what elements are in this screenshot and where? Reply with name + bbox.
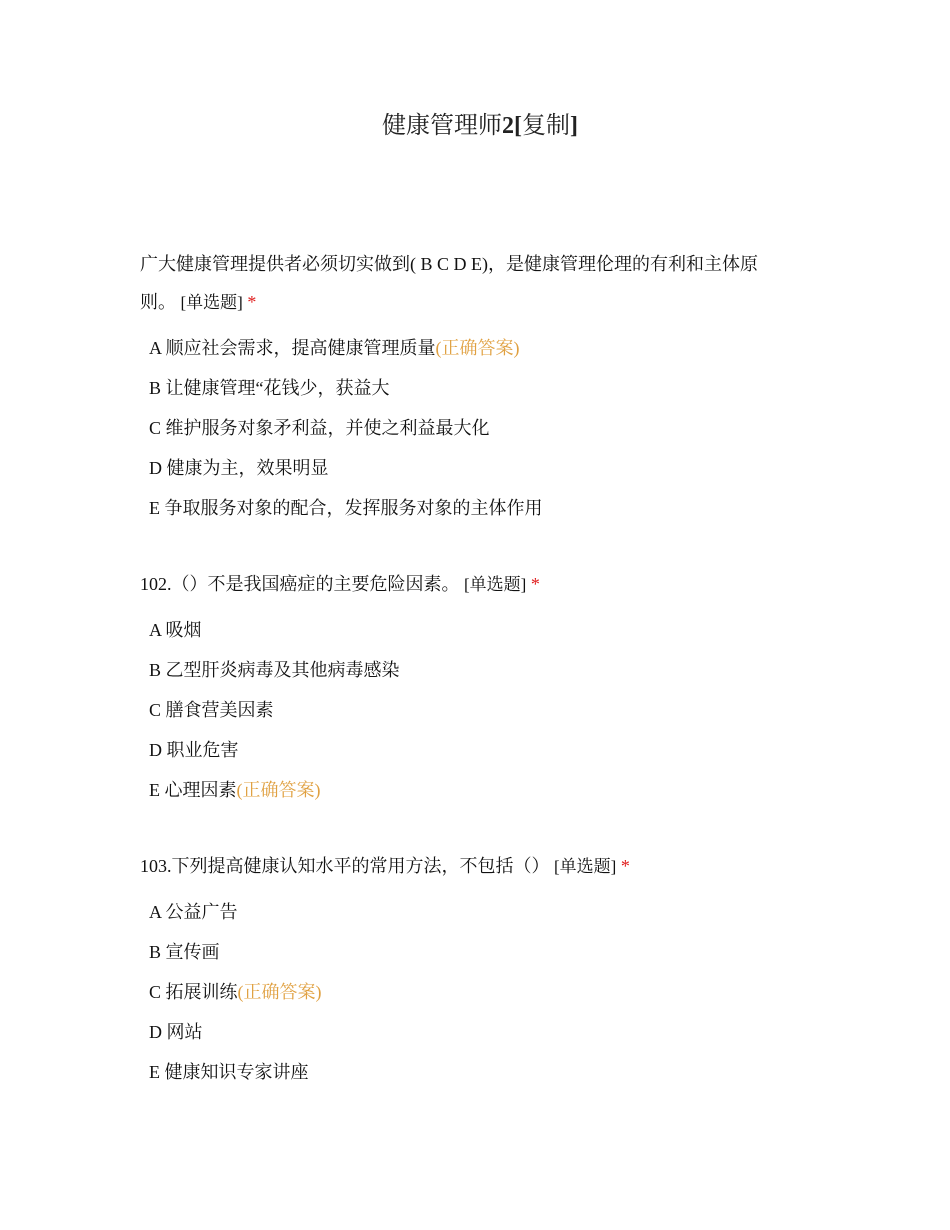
option-text: 争取服务对象的配合，发挥服务对象的主体作用: [164, 498, 543, 518]
option-letter: D: [149, 458, 162, 478]
option-d[interactable]: [149, 448, 790, 488]
option-text: 公益广告: [165, 902, 238, 922]
option-c[interactable]: [149, 972, 790, 1012]
option-text: 拓展训练: [165, 982, 238, 1002]
title-number: 2[: [502, 113, 522, 139]
option-b[interactable]: [149, 932, 790, 972]
correct-answer-mark: (正确答案): [236, 780, 321, 800]
option-letter: C: [149, 982, 162, 1002]
option-text: 网站: [166, 1022, 203, 1042]
option-letter: D: [149, 1022, 162, 1042]
option-a[interactable]: [149, 892, 790, 932]
option-letter: B: [149, 378, 162, 398]
question-stem: 103.下列提高健康认知水平的常用方法，不包括（）: [140, 856, 550, 876]
option-text: 维护服务对象矛利益，并使之利益最大化: [165, 418, 490, 438]
option-text: 乙型肝炎病毒及其他病毒感染: [165, 660, 400, 680]
option-list: [149, 892, 790, 1092]
option-b[interactable]: [149, 650, 790, 690]
option-letter: C: [149, 418, 162, 438]
title-close-bracket: ]: [570, 113, 578, 139]
question-text: [140, 245, 790, 322]
question-type: [单选题]: [180, 293, 243, 312]
option-a[interactable]: [149, 328, 790, 368]
option-d[interactable]: [149, 1012, 790, 1052]
question-3: [140, 847, 790, 1092]
option-text: 让健康管理“花钱少，获益大: [165, 378, 390, 398]
question-2: [140, 565, 790, 810]
option-text: 健康为主，效果明显: [166, 458, 329, 478]
question-1: [140, 245, 790, 528]
option-text: 职业危害: [166, 740, 239, 760]
option-text: 顺应社会需求，提高健康管理质量: [165, 338, 436, 358]
option-letter: C: [149, 700, 162, 720]
option-letter: E: [149, 780, 160, 800]
question-text: [140, 565, 790, 604]
option-text: 膳食营美因素: [165, 700, 274, 720]
option-list: [149, 610, 790, 810]
option-text: 吸烟: [165, 620, 202, 640]
option-a[interactable]: [149, 610, 790, 650]
option-letter: A: [149, 620, 162, 640]
option-e[interactable]: [149, 770, 790, 810]
correct-answer-mark: (正确答案): [237, 982, 322, 1002]
option-e[interactable]: [149, 1052, 790, 1092]
option-text: 心理因素: [164, 780, 237, 800]
required-mark: *: [530, 574, 540, 594]
option-b[interactable]: [149, 368, 790, 408]
title-main: 健康管理师: [382, 113, 502, 139]
option-letter: A: [149, 902, 162, 922]
question-stem: 102.（）不是我国癌症的主要危险因素。: [140, 574, 460, 594]
question-type: [单选题]: [464, 575, 527, 594]
option-letter: B: [149, 942, 162, 962]
page-title: [0, 108, 950, 144]
option-text: 宣传画: [165, 942, 220, 962]
option-c[interactable]: [149, 408, 790, 448]
option-letter: E: [149, 498, 160, 518]
option-text: 健康知识专家讲座: [164, 1062, 309, 1082]
required-mark: *: [247, 292, 257, 312]
option-d[interactable]: [149, 730, 790, 770]
title-copy-tag: 复制: [522, 113, 570, 139]
question-stem: 广大健康管理提供者必须切实做到( B C D E)，是健康管理伦理的有利和主体原则。: [140, 254, 758, 312]
question-text: [140, 847, 790, 886]
correct-answer-mark: (正确答案): [435, 338, 520, 358]
option-letter: B: [149, 660, 162, 680]
required-mark: *: [620, 856, 630, 876]
option-letter: D: [149, 740, 162, 760]
option-list: [149, 328, 790, 528]
question-type: [单选题]: [554, 857, 617, 876]
option-letter: E: [149, 1062, 160, 1082]
option-c[interactable]: [149, 690, 790, 730]
option-letter: A: [149, 338, 162, 358]
option-e[interactable]: [149, 488, 790, 528]
